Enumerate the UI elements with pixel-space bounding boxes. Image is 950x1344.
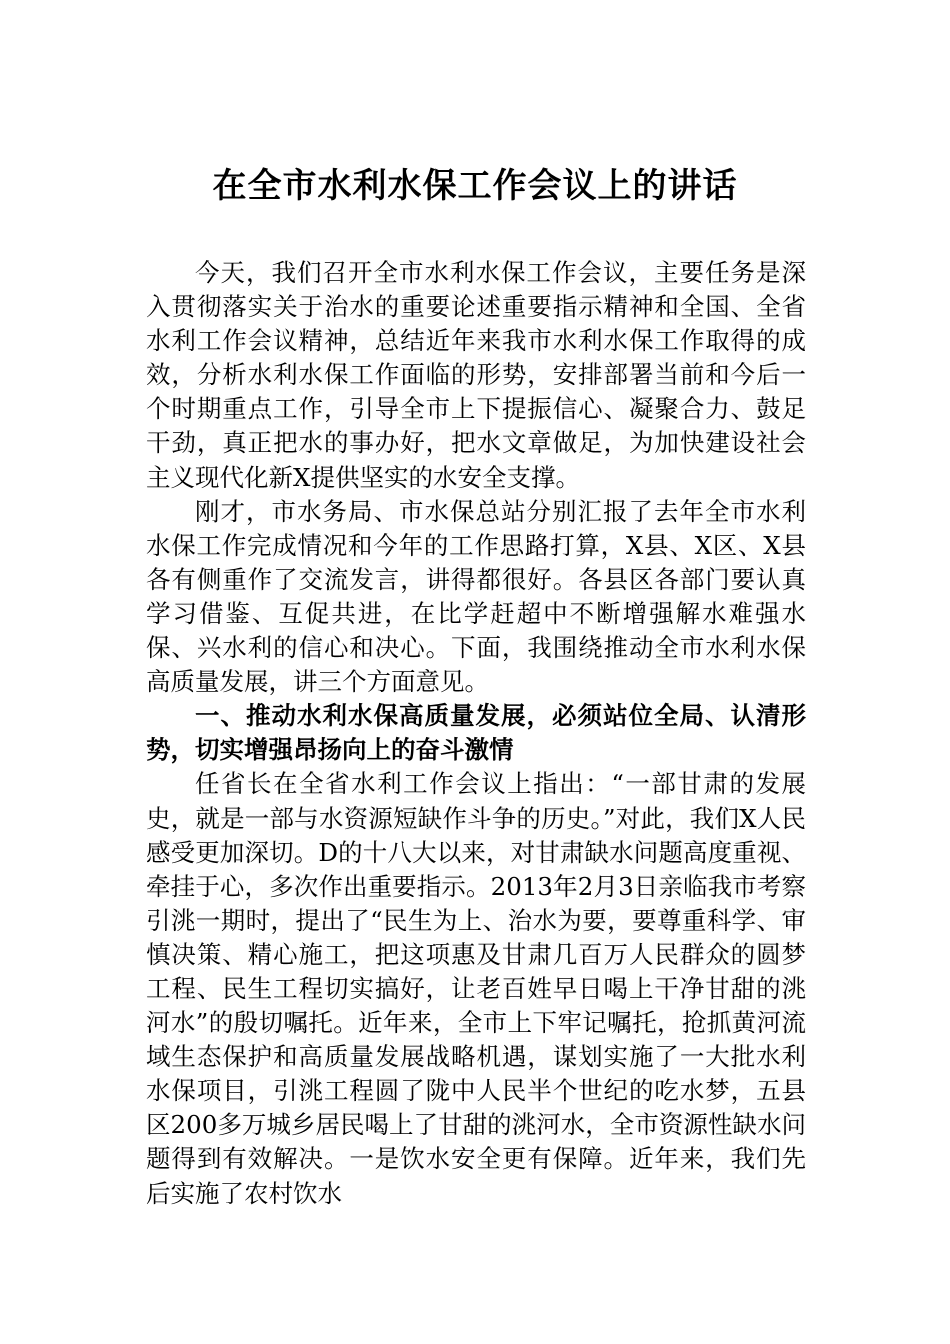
document-title: 在全市水利水保工作会议上的讲话 — [212, 166, 738, 206]
paragraph-section-1: 任省长在全省水利工作会议上指出：“一部甘肃的发展史，就是一部与水资源短缺作斗争的历史。”对此，我们X人民感受更加深切。D的十八大以来，对甘肃缺水问题高度重视、牵挂于心，多次作出重要指示。2013年2月3日亲临我市考察引洮一期时，提出了“民生为上、治水为要，要尊重科学、审慎决策、精心施工，把这项惠及甘肃几百万人民群众的圆梦工程、民生工程切实搞好，让老百姓早日喝上干净甘甜的洮河水”的殷切嘱托。近年来，全市上下牢记嘱托，抢抓黄河流域生态保护和高质量发展战略机遇，谋划实施了一大批水利水保项目，引洮工程圆了陇中人民半个世纪的吃水梦，五县区200多万城乡居民喝上了甘甜的洮河水，全市资源性缺水问题得到有效解决。一是饮水安全更有保障。近年来，我们先后实施了农村饮水 — [146, 769, 806, 1208]
paragraph-intro: 今天，我们召开全市水利水保工作会议，主要任务是深入贯彻落实关于治水的重要论述重要指示精神和全国、全省水利工作会议精神，总结近年来我市水利水保工作取得的成效，分析水利水保工作面临的形势，安排部署当前和今后一个时期重点工作，引导全市上下提振信心、凝聚合力、鼓足干劲，真正把水的事办好，把水文章做足，为加快建设社会主义现代化新X提供坚实的水安全支撑。 — [146, 258, 806, 492]
document-body — [146, 256, 806, 1211]
paragraph-reports: 刚才，市水务局、市水保总站分别汇报了去年全市水利水保工作完成情况和今年的工作思路打算，X县、X区、X县各有侧重作了交流发言，讲得都很好。各县区各部门要认真学习借鉴、互促共进，在比学赶超中不断增强解水难强水保、兴水利的信心和决心。下面，我围绕推动全市水利水保高质量发展，讲三个方面意见。 — [146, 496, 806, 697]
section-heading-1: 一、推动水利水保高质量发展，必须站位全局、认清形势，切实增强昂扬向上的奋斗激情 — [146, 701, 806, 765]
